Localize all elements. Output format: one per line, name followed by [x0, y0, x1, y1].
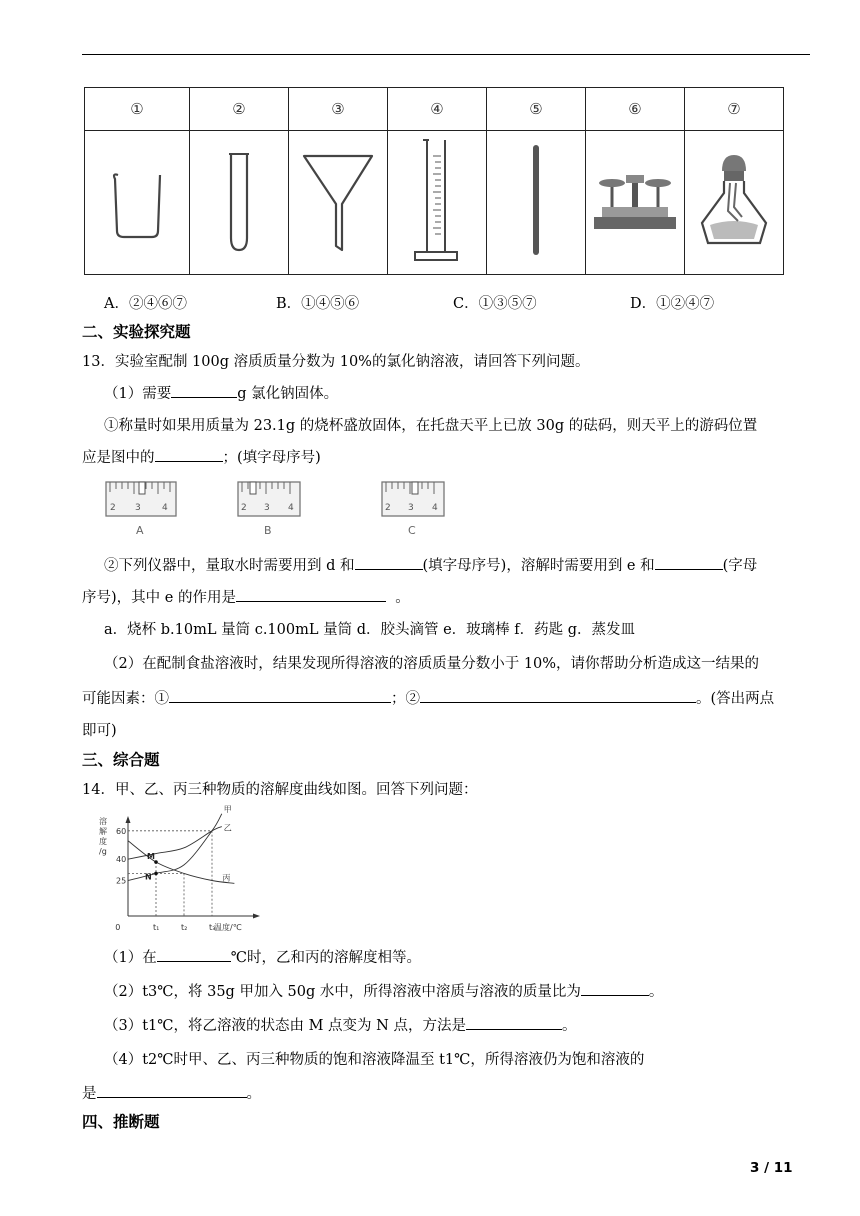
option-b: B．①④⑤⑥	[276, 296, 360, 312]
answer-blank[interactable]	[236, 587, 386, 602]
question-13-part1: （1）需要 g 氯化钠固体。	[104, 382, 338, 403]
question-13-sub2-line1: ②下列仪器中，量取水时需要用到 d 和 (填字母序号)，溶解时需要用到 e 和 (字母	[104, 554, 757, 575]
answer-blank[interactable]	[157, 947, 231, 962]
svg-text:2: 2	[110, 503, 116, 513]
question-14-part4-line2: 是 。	[82, 1082, 261, 1103]
x-tick-label: 0	[115, 923, 121, 932]
option-a: A．②④⑥⑦	[104, 296, 187, 312]
answer-blank[interactable]	[97, 1083, 247, 1098]
svg-text:4: 4	[162, 503, 168, 513]
answer-blank[interactable]	[466, 1015, 562, 1030]
apparatus-number: ②	[190, 88, 289, 131]
annotation-m: M	[147, 852, 155, 862]
svg-text:4: 4	[432, 503, 438, 513]
option-c: C．①③⑤⑦	[453, 296, 537, 312]
point-n	[154, 872, 158, 876]
question-13-sub1-line2: 应是图中的 ；(填字母序号)	[82, 446, 321, 467]
apparatus-number: ③	[289, 88, 388, 131]
apparatus-number: ⑤	[487, 88, 586, 131]
svg-text:3: 3	[135, 503, 141, 513]
svg-text:C: C	[408, 524, 416, 537]
y-axis-label-4: /g	[99, 847, 107, 856]
alcohol-lamp-icon	[685, 131, 784, 275]
ruler-b	[238, 482, 300, 537]
answer-blank[interactable]	[655, 555, 723, 570]
series-label: 丙	[222, 873, 231, 883]
series-label: 乙	[223, 823, 232, 833]
section-heading: 二、实验探究题	[82, 323, 191, 341]
x-axis-arrow	[253, 914, 260, 919]
page-number: 3 / 11	[750, 1160, 793, 1176]
funnel-icon	[289, 131, 388, 275]
answer-blank[interactable]	[155, 447, 223, 462]
rider-rulers-figure	[100, 480, 460, 542]
y-axis-arrow	[126, 816, 131, 823]
svg-text:A: A	[136, 524, 144, 537]
x-tick-label: t₃	[209, 923, 216, 932]
y-tick-label: 25	[116, 876, 127, 886]
y-tick-label: 40	[116, 855, 127, 865]
svg-text:3: 3	[264, 503, 270, 513]
beaker-icon	[85, 131, 190, 275]
series-line	[128, 827, 222, 860]
svg-text:3: 3	[408, 503, 414, 513]
series-label: 甲	[223, 804, 232, 814]
y-tick-label: 60	[116, 826, 127, 836]
balance-icon	[586, 131, 685, 275]
apparatus-number: ④	[388, 88, 487, 131]
y-axis-label-1: 溶	[99, 817, 107, 826]
ruler-c	[382, 482, 444, 537]
svg-text:2: 2	[241, 503, 247, 513]
y-axis-label-2: 解	[99, 827, 107, 836]
graduated-cylinder-icon	[388, 131, 487, 275]
x-tick-label: t₁	[153, 923, 160, 932]
question-14-part3: （3）t1℃，将乙溶液的状态由 M 点变为 N 点，方法是 。	[104, 1014, 576, 1035]
question-14-part1: （1）在 ℃时，乙和丙的溶解度相等。	[104, 946, 421, 967]
apparatus-table	[84, 87, 784, 275]
answer-blank[interactable]	[171, 383, 237, 398]
instrument-list: a．烧杯 b.10mL 量筒 c.100mL 量筒 d．胶头滴管 e．玻璃棒 f．药匙 g．蒸发皿	[104, 622, 636, 638]
test-tube-icon	[190, 131, 289, 275]
question-14-part2: （2）t3℃，将 35g 甲加入 50g 水中，所得溶液中溶质与溶液的质量比为 。	[104, 980, 663, 1001]
header-rule	[82, 54, 810, 55]
answer-blank[interactable]	[169, 688, 391, 703]
apparatus-number: ⑥	[586, 88, 685, 131]
question-13-part2-line2: 可能因素：① ；② 。(答出两点	[82, 687, 774, 708]
question-14-stem: 14．甲、乙、丙三种物质的溶解度曲线如图。回答下列问题：	[82, 782, 478, 798]
question-13-sub2-line2: 序号)，其中 e 的作用是 。	[82, 586, 410, 607]
x-tick-label: t₂	[181, 923, 188, 932]
question-13-part2-line1: （2）在配制食盐溶液时，结果发现所得溶液的溶质质量分数小于 10%，请你帮助分析造成这一结果的	[104, 656, 760, 672]
annotation-n: N	[145, 872, 152, 882]
option-d: D．①②④⑦	[630, 296, 715, 312]
answer-blank[interactable]	[581, 981, 649, 996]
glass-rod-icon	[487, 131, 586, 275]
section-heading: 四、推断题	[82, 1113, 160, 1131]
x-axis-label: 温度/℃	[214, 923, 242, 932]
apparatus-number: ①	[85, 88, 190, 131]
svg-text:B: B	[264, 524, 272, 537]
question-13-part2-line3: 即可)	[82, 723, 117, 739]
solubility-chart	[96, 804, 266, 938]
y-axis-label-3: 度	[99, 837, 107, 846]
question-13-stem: 13．实验室配制 100g 溶质质量分数为 10%的氯化钠溶液，请回答下列问题。	[82, 354, 590, 370]
answer-blank[interactable]	[355, 555, 423, 570]
ruler-a	[106, 482, 176, 537]
section-heading: 三、综合题	[82, 751, 160, 769]
svg-text:4: 4	[288, 503, 294, 513]
answer-blank[interactable]	[420, 688, 696, 703]
question-13-sub1-line1: ①称量时如果用质量为 23.1g 的烧杯盛放固体，在托盘天平上已放 30g 的砝码，则天平上的游码位置	[104, 418, 758, 434]
apparatus-number: ⑦	[685, 88, 784, 131]
svg-text:2: 2	[385, 503, 391, 513]
question-14-part4-line1: （4）t2℃时甲、乙、丙三种物质的饱和溶液降温至 t1℃，所得溶液仍为饱和溶液的	[104, 1052, 645, 1068]
